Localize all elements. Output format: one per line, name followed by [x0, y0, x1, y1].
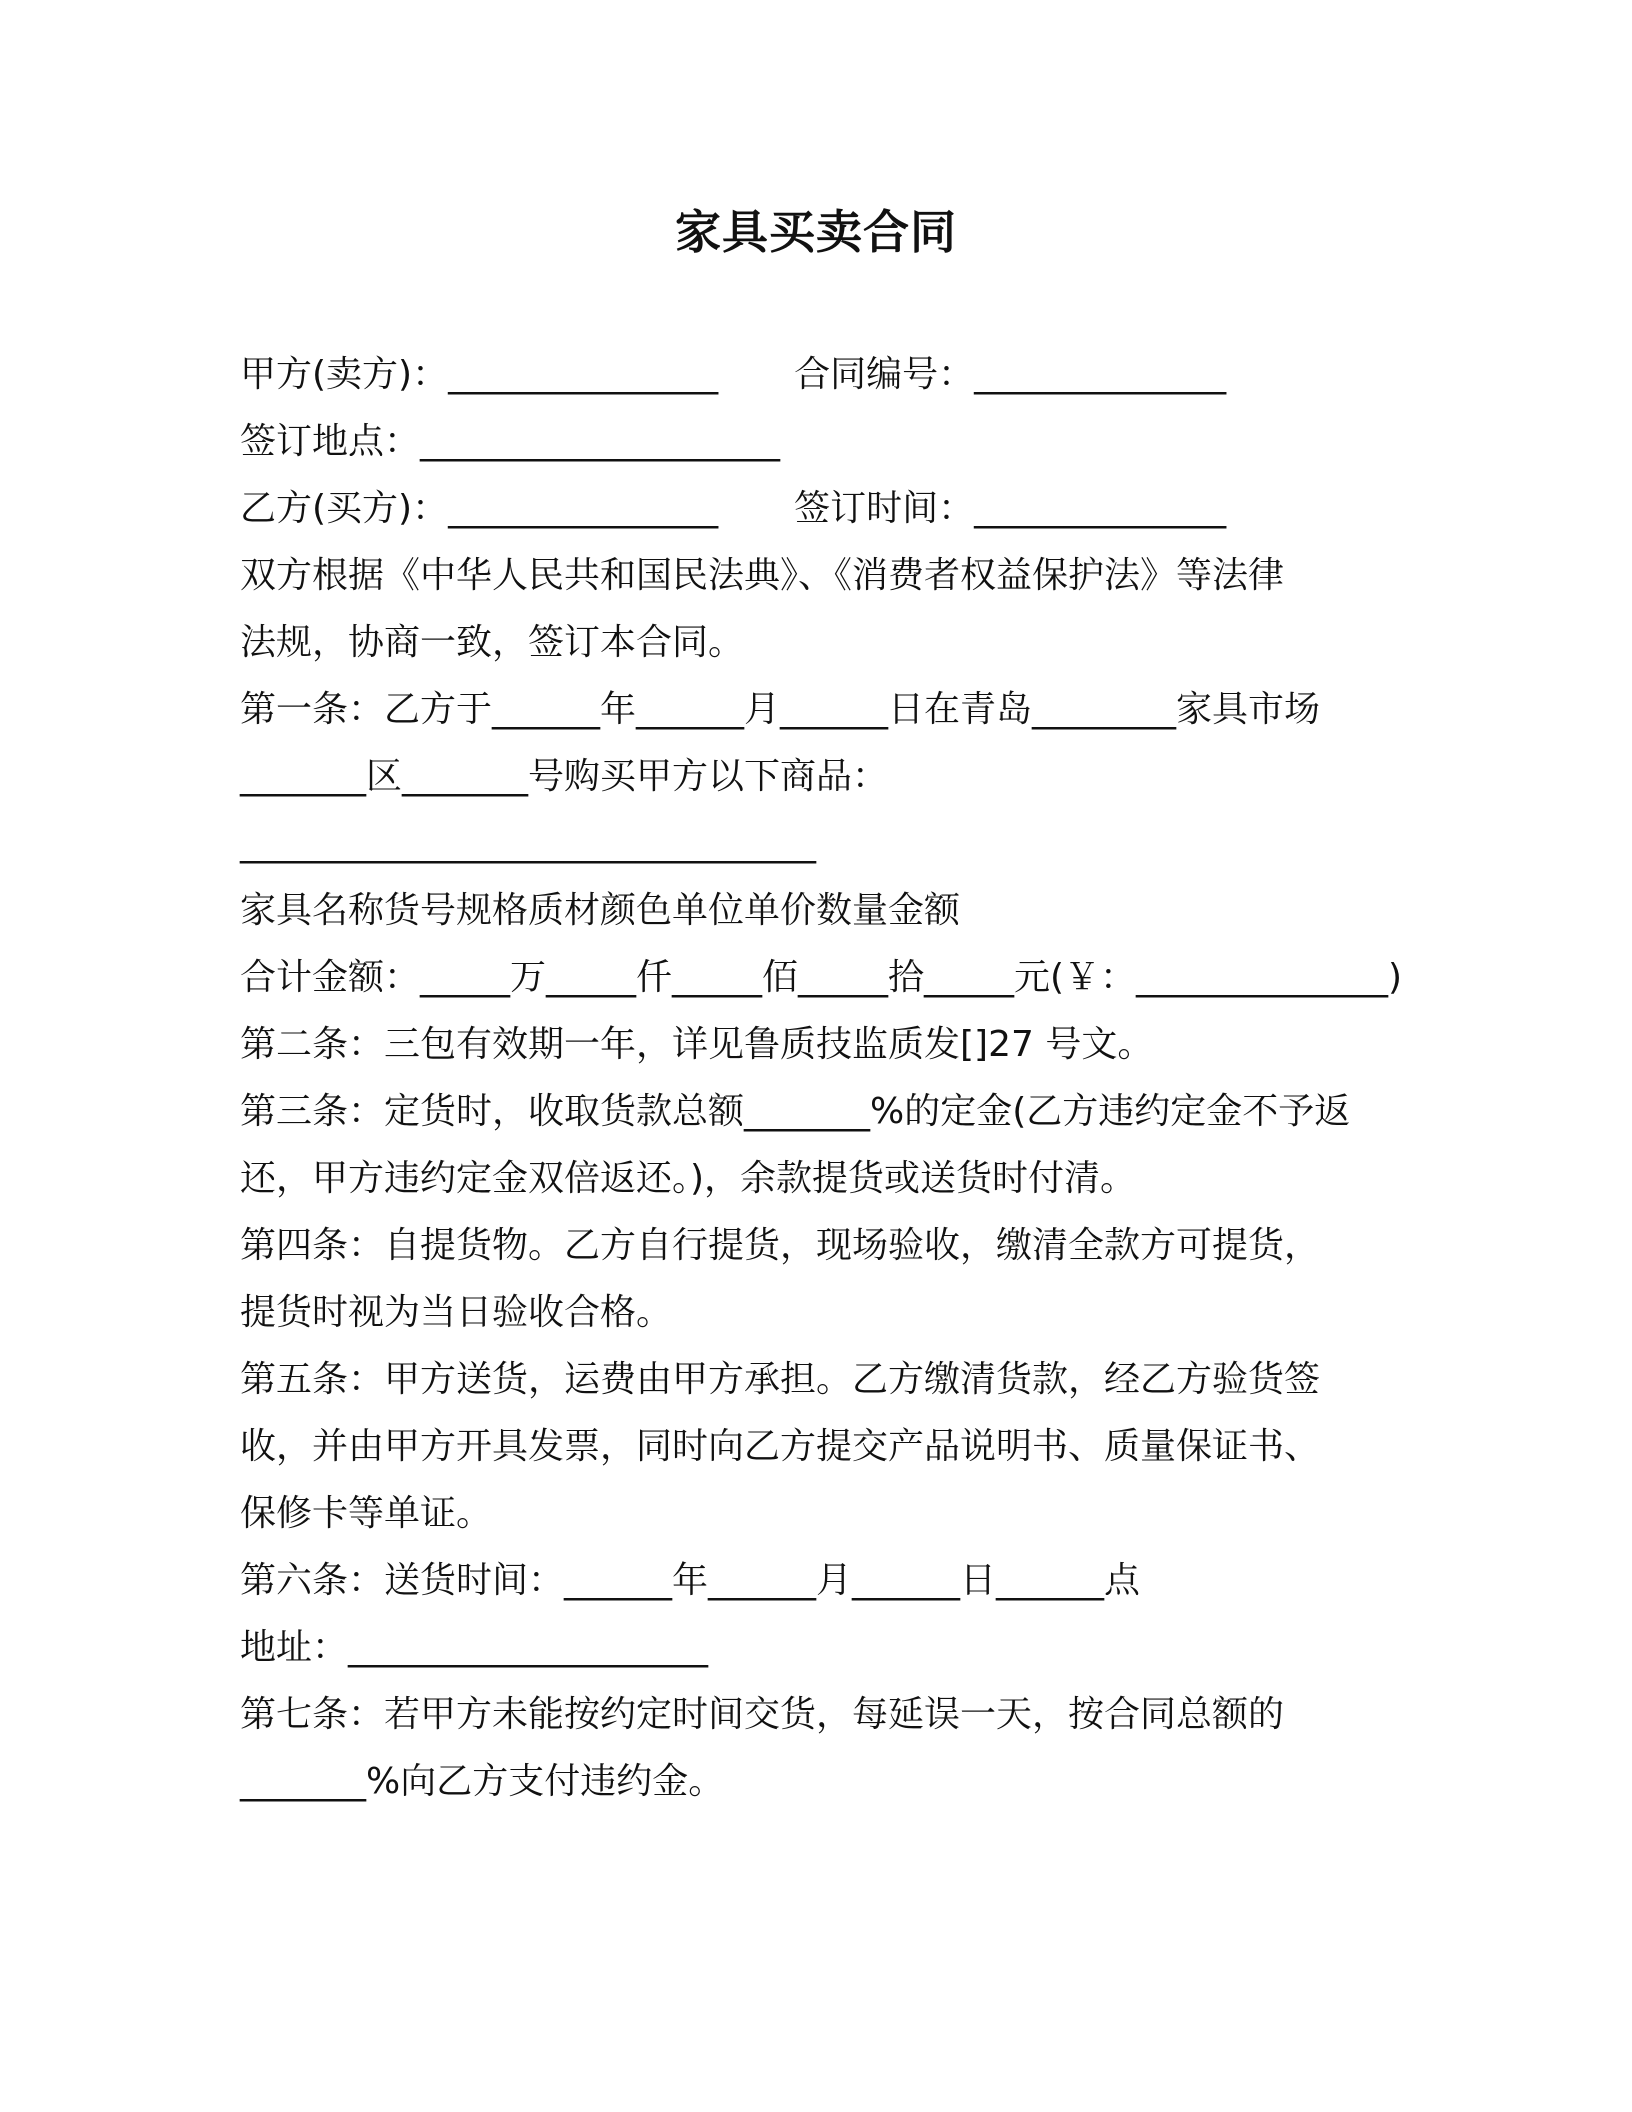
goods-columns-line: 家具名称货号规格质材颜色单位单价数量金额: [240, 890, 961, 931]
article-3-line: 第三条：定货时，收取货款总额_______%的定金(乙方违约定金不予返: [240, 1091, 1351, 1132]
header-row-sign-place: [240, 408, 1400, 475]
party-b-field: 乙方(买方)：_______________: [240, 488, 719, 529]
body-line: _______%向乙方支付违约金。: [240, 1761, 725, 1802]
body-line: 收，并由甲方开具发票，同时向乙方提交产品说明书、质量保证书、: [240, 1426, 1321, 1467]
article-6-line: 第六条：送货时间：______年______月______日______点: [240, 1560, 1141, 1601]
article-1-line: 第一条：乙方于______年______月______日在青岛________家具市场: [240, 689, 1321, 730]
blank-line: ________________________________: [240, 823, 816, 864]
header-row-party-a: [240, 341, 1400, 408]
body-line: 法规，协商一致，签订本合同。: [240, 622, 745, 663]
body-line: 提货时视为当日验收合格。: [240, 1292, 673, 1333]
article-7-line: 第七条：若甲方未能按约定时间交货，每延误一天，按合同总额的: [240, 1694, 1285, 1735]
article-2-line: 第二条：三包有效期一年，详见鲁质技监质发[]27 号文。: [240, 1024, 1154, 1065]
contract-number-field: 合同编号：______________: [794, 354, 1227, 395]
article-4-line: 第四条：自提货物。乙方自行提货，现场验收，缴清全款方可提货，: [240, 1225, 1321, 1266]
body-line: 双方根据《中华人民共和国民法典》、《消费者权益保护法》等法律: [240, 555, 1285, 596]
contract-body: [240, 341, 1403, 1815]
address-line: 地址：____________________: [240, 1627, 709, 1668]
party-a-field: 甲方(卖方)：_______________: [240, 354, 719, 395]
body-line: _______区_______号购买甲方以下商品：: [240, 756, 889, 797]
body-line: 还，甲方违约定金双倍返还。)，余款提货或送货时付清。: [240, 1158, 1137, 1199]
document-title: 家具买卖合同: [675, 205, 957, 259]
sign-time-field: 签订时间：______________: [794, 488, 1227, 529]
sign-place-field: 签订地点：____________________: [240, 421, 781, 462]
body-line: 保修卡等单证。: [240, 1493, 493, 1534]
header-row-party-b: [240, 475, 1400, 542]
article-5-line: 第五条：甲方送货，运费由甲方承担。乙方缴清货款，经乙方验货签: [240, 1359, 1321, 1400]
total-amount-line: 合计金额：_____万_____仟_____佰_____拾_____元(￥：______________): [240, 957, 1403, 998]
